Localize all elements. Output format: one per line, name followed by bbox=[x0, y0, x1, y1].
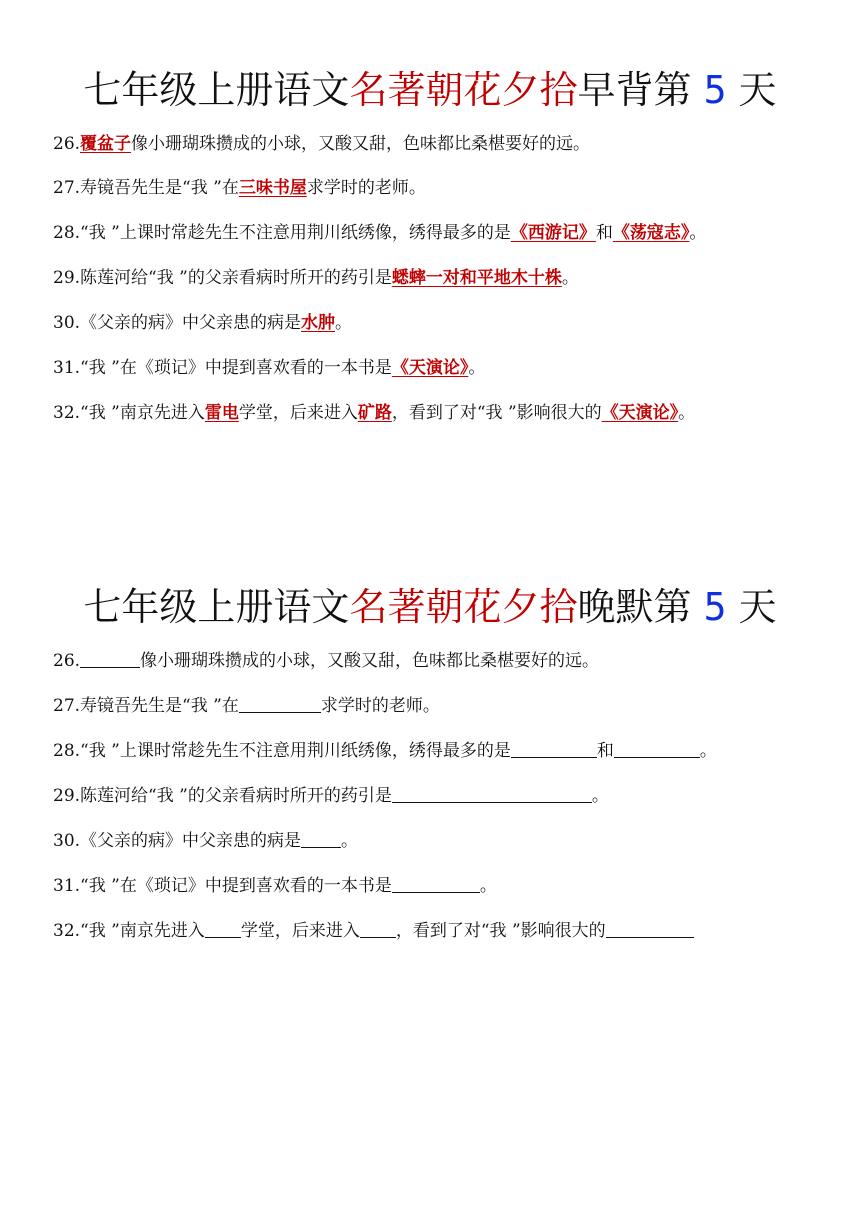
morning-title: 七年级上册语文名著朝花夕拾早背第 5 天 bbox=[83, 68, 777, 112]
answer: 《荡寇志》 bbox=[612, 223, 690, 243]
answer-blank[interactable] bbox=[80, 649, 140, 668]
answer-blank[interactable] bbox=[301, 829, 341, 848]
answer: 三味书屋 bbox=[238, 178, 307, 198]
evening-q27: 27.寿镜吾先生是“我 ”在 求学时的老师。 bbox=[53, 696, 440, 716]
morning-q31: 31.“我 ”在《琐记》中提到喜欢看的一本书是《天演论》。 bbox=[53, 358, 486, 378]
answer: 覆盆子 bbox=[80, 134, 132, 154]
answer: 《西游记》 bbox=[510, 223, 596, 243]
morning-q32: 32.“我 ”南京先进入雷电学堂，后来进入矿路，看到了对“我 ”影响很大的《天演论》。 bbox=[53, 403, 696, 423]
evening-q30: 30.《父亲的病》中父亲患的病是 。 bbox=[53, 831, 359, 851]
answer-blank[interactable] bbox=[392, 874, 480, 893]
morning-q26: 26.覆盆子像小珊瑚珠攒成的小球，又酸又甜，色味都比桑椹要好的远。 bbox=[53, 134, 591, 154]
answer-blank[interactable] bbox=[205, 919, 241, 938]
answer-blank[interactable] bbox=[239, 694, 321, 713]
answer: 矿路 bbox=[357, 403, 392, 423]
answer-blank[interactable] bbox=[360, 919, 396, 938]
answer-blank[interactable] bbox=[606, 919, 694, 938]
answer-blank[interactable] bbox=[392, 784, 592, 803]
answer: 雷电 bbox=[204, 403, 239, 423]
evening-q29: 29.陈莲河给“我 ”的父亲看病时所开的药引是 。 bbox=[53, 786, 609, 806]
morning-q27: 27.寿镜吾先生是“我 ”在三味书屋求学时的老师。 bbox=[53, 178, 426, 198]
answer: 蟋蟀一对和平地木十株 bbox=[391, 268, 562, 288]
morning-q30: 30.《父亲的病》中父亲患的病是水肿。 bbox=[53, 313, 353, 333]
morning-q28: 28.“我 ”上课时常趁先生不注意用荆川纸绣像，绣得最多的是《西游记》和《荡寇志》。 bbox=[53, 223, 707, 243]
evening-title: 七年级上册语文名著朝花夕拾晚默第 5 天 bbox=[83, 585, 777, 629]
morning-q29: 29.陈莲河给“我 ”的父亲看病时所开的药引是蟋蟀一对和平地木十株。 bbox=[53, 268, 579, 288]
evening-q26: 26. 像小珊瑚珠攒成的小球，又酸又甜，色味都比桑椹要好的远。 bbox=[53, 651, 600, 671]
answer: 水肿 bbox=[301, 313, 336, 333]
answer-blank[interactable] bbox=[511, 739, 597, 758]
answer: 《天演论》 bbox=[601, 403, 679, 423]
evening-q28: 28.“我 ”上课时常趁先生不注意用荆川纸绣像，绣得最多的是 和 。 bbox=[53, 741, 717, 761]
evening-q32: 32.“我 ”南京先进入 学堂，后来进入 ，看到了对“我 ”影响很大的 bbox=[53, 919, 694, 943]
answer: 《天演论》 bbox=[391, 358, 469, 378]
answer-blank[interactable] bbox=[614, 739, 700, 758]
evening-q31: 31.“我 ”在《琐记》中提到喜欢看的一本书是 。 bbox=[53, 876, 497, 896]
